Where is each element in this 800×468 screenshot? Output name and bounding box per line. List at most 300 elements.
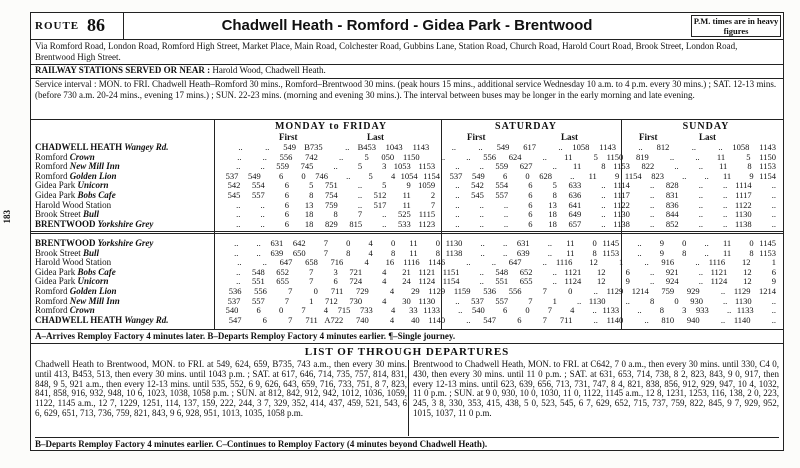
time-cell: 551 [495,276,509,287]
time-cell: 6 [256,305,261,316]
time-cell: 9 [625,276,630,287]
time-cell: 4 [368,238,373,248]
railway-stations [35,65,326,76]
time-cell: 1153 [759,161,776,172]
time-cell: 3 [682,305,687,316]
time-cell: 1121 [710,266,728,277]
time-cell: .. [480,238,485,248]
time-cell: 11 [588,170,597,181]
time-cell: 11 [716,151,726,162]
stop-row [35,316,169,326]
time-cell: 828 [665,180,679,191]
time-cell: 16 [385,257,395,268]
time-cell: 1117 [735,189,752,200]
time-cell: 7 [528,295,533,306]
time-cell: 6 [262,314,267,325]
time-cell: .. [480,247,485,258]
time-cell: 1138 [445,247,463,258]
time-cell: .. [718,142,723,152]
time-cell: 8 [333,209,338,220]
time-cell: .. [260,209,265,220]
time-cell: .. [576,295,582,306]
time-cell: 751 [324,180,338,191]
stop-name: Gidea Park [35,276,76,287]
time-cell: 1143 [759,142,776,152]
time-cell: 631 [270,238,284,248]
stop-name: Romford [35,151,68,162]
time-cell: 1123 [418,218,436,229]
time-cell: .. [771,180,776,191]
outbound-stops [35,143,169,229]
time-cell: 554 [495,180,509,191]
time-cell: .. [547,238,552,248]
time-cell: 652 [276,266,290,277]
stop-name: CHADWELL HEATH [35,142,123,152]
time-cell: .. [638,142,643,152]
time-cell: 1130 [418,295,436,306]
time-cell: 6 [528,180,533,191]
time-cell: 721 [349,266,363,277]
time-cell: .. [466,257,471,268]
time-cell: 4 [390,170,396,181]
time-cell: 3 [333,266,338,277]
stop-location: Yorkshire Grey [95,238,154,248]
stop-name: Gidea Park [35,180,76,191]
time-cell: .. [698,209,703,220]
time-cell: 1154 [442,276,460,287]
time-cell: 933 [696,305,709,316]
time-cell: 11 [564,151,573,162]
time-cell: .. [455,180,460,191]
time-cell: 540 [225,305,239,316]
time-cell: 649 [568,209,582,220]
time-cell: 647 [508,257,522,268]
time-cell: .. [503,209,509,220]
time-cell: 9 [659,247,664,258]
time-cell: 1150 [606,151,624,162]
stop-name: Romford [35,285,68,296]
time-cell: .. [704,238,709,248]
time-cell: 4 [382,276,387,287]
time-cell: 12 [597,276,606,287]
time-cell: 822 [641,161,655,172]
time-cell: 711 [305,314,318,325]
time-cell: 0 [278,305,284,316]
time-cell: 536 [228,285,242,296]
direction-divider-2 [31,233,783,234]
time-cell: 1138 [613,218,630,229]
time-cell: A722 [324,314,344,325]
time-cell: .. [357,189,363,200]
time-cell: 5 [357,161,363,172]
time-cell: 6 [502,170,508,181]
stop-location: Bull [80,209,100,220]
time-cell: 742 [305,151,318,162]
time-cell: 557 [495,189,509,200]
time-cell: 11 [409,238,418,248]
time-cell: 5 [364,151,369,162]
time-cell: .. [720,285,726,296]
time-cell: 11 [402,189,411,200]
time-cell: 549 [472,170,485,181]
stop-location: Bobs Cafe [75,189,116,200]
time-cell: .. [771,218,776,229]
time-cell: .. [237,257,242,268]
time-cell: 1150 [402,151,420,162]
time-cell: 8 [682,247,687,258]
time-cell: 8 [659,305,664,316]
time-cell: .. [682,170,687,181]
time-cell: 18 [548,218,557,229]
time-cell: 733 [360,305,373,316]
time-cell: 2 [430,189,436,200]
time-cell: .. [503,218,509,229]
time-cell: .. [238,142,243,152]
time-cell: 050 [381,151,395,162]
time-cell: .. [478,142,483,152]
time-cell: .. [723,218,728,229]
stop-name: BRENTWOOD [35,238,96,248]
time-cell: .. [479,209,484,220]
time-cell: .. [650,266,655,277]
time-cell: 4 [389,285,395,296]
time-cell: 0 [346,238,351,248]
time-cell: 30 [402,295,411,306]
time-cell: 9 [749,170,754,181]
time-cell: 8 [747,161,752,172]
time-cell: .. [650,189,655,200]
time-cell: 617 [523,142,536,152]
time-cell: .. [502,238,508,248]
time-cell: 639 [516,247,530,258]
time-cell: 8 [552,189,557,200]
time-cell: .. [256,238,261,248]
direction-divider [31,231,783,232]
time-cell: 711 [330,285,344,296]
time-cell: 852 [665,218,679,229]
time-cell: 0 [525,170,530,181]
time-cell: 11 [723,247,732,258]
time-cell: 624 [508,151,522,162]
time-cell: 8 [435,247,440,258]
time-cell: .. [552,161,557,172]
time-cell: 8 [592,247,597,258]
time-cell: 6 [284,209,290,220]
time-cell: 5 [382,180,387,191]
time-cell: .. [455,218,460,229]
time-cell: 12 [743,266,752,277]
time-cell: 5 [746,151,751,162]
time-cell: 1115 [418,209,436,220]
time-cell: 6 [278,170,284,181]
railway-places: Harold Wood, Chadwell Heath. [212,65,326,75]
through-inbound: Brentwood to Chadwell Heath, MON. to FRI. at C642, 7 0 a.m., then every 30 mins. until 330, C4 0, 430, then every 30 mins. until 11 0 p.m. ; SAT. at 631, 653, 714, 738, 8 2, 823, 843, 9 0, 917, then every 12-13 mins. until 623, 639, 656, 713, 731, 747, 8 4, 821, 838, 856, 912, 929, 947, 10 4, 1032, 11 0 p.m. ; SUN. at 9 0, 930, 10 0, 1030, 11 0, 1122, 1145 a.m., 12 8, 1231, 1253, 116, 138, 2 0, 223, 245, 3 8, 330, 353, 415, 438, 5 0, 523, 545, 6 7, 629, 652, 715, 737, 759, 822, 845, 9 7, 929, 952, 1015, 1037, 11 0 p.m. [413,359,779,418]
time-cell: 730 [349,295,363,306]
time-cell: 18 [548,209,557,220]
time-cell: 1130 [588,295,606,306]
time-cell: .. [698,199,703,210]
time-cell: .. [695,151,700,162]
time-cell: 0 [682,238,687,248]
time-cell: .. [542,257,547,268]
time-cell: .. [339,151,344,162]
time-cell: .. [542,151,547,162]
time-cell: .. [479,199,484,210]
time-cell: .. [625,295,630,306]
time-cell: 6 [502,305,508,316]
time-cell: .. [698,189,703,200]
time-cell: 7 [323,238,328,248]
time-cell: .. [698,180,703,191]
time-cell: 745 [300,161,314,172]
time-cell: 1133 [423,305,440,316]
time-cell: 642 [292,238,306,248]
time-cell: .. [771,189,776,200]
time-cell: 18 [304,209,314,220]
time-cell: 715 [337,305,351,316]
time-cell: 1143 [412,142,430,152]
time-cell: .. [601,218,606,229]
stop-location: New Mill Inn [67,295,120,306]
time-cell: .. [265,142,270,152]
time-cell: .. [262,151,267,162]
time-cell: 9 [659,238,664,248]
sat-first: First [467,132,486,142]
time-cell: 924 [665,276,679,287]
time-cell: 930 [690,295,703,306]
time-cell: 559 [495,161,509,172]
time-cell: 542 [227,180,241,191]
time-cell: 512 [373,189,387,200]
time-cell: 18 [304,218,314,229]
time-cell: 554 [251,180,265,191]
time-cell: 559 [276,161,290,172]
time-cell: 1133 [736,305,754,316]
time-cell: B453 [357,142,376,152]
time-cell: 9 [406,180,411,191]
time-cell: .. [451,142,456,152]
time-cell: .. [333,161,338,172]
time-cell: 1140 [428,314,446,325]
time-cell: 740 [355,314,369,325]
time-cell: 6 [771,266,776,277]
time-cell: .. [698,218,703,229]
service-interval: Service interval : MON. to FRI. Chadwell Heath–Romford 30 mins., Romford–Brentwood 30 mins. (peak hours 15 mins., additional service Wednesday 10 a.m. to 4 p.m. every 30 mins.) ; SAT. 12-13 mins. (before 730 a.m. 20-24 mins., evening 17 mins.) ; SUN. 22-23 mins. (morning and evening 30 mins.). The interval between buses may be longer in the early morning and late evening. [35,79,777,100]
time-cell: .. [346,170,351,181]
time-cell: .. [704,247,709,258]
time-cell: .. [695,257,700,268]
time-cell: 1130 [445,238,463,248]
time-cell: .. [260,199,265,210]
time-cell: 829 [324,218,338,229]
time-cell: .. [601,180,606,191]
time-cell: .. [558,142,563,152]
inbound-stops [35,239,169,325]
mf-first: First [279,132,298,142]
time-cell: .. [237,151,242,162]
time-cell: .. [723,189,728,200]
time-cell: 633 [568,180,582,191]
stop-name: Romford [35,305,68,316]
time-cell: 1043 [385,142,403,152]
time-cell: 0 [674,295,679,306]
time-cell: 819 [635,151,649,162]
time-cell: 1153 [418,161,436,172]
notes-rule [31,329,783,330]
time-cell: .. [637,238,642,248]
time-cell: 1129 [428,285,446,296]
stop-location: Golden Lion [67,285,117,296]
through-title: LIST OF THROUGH DEPARTURES [304,346,510,358]
grid-top-rule [31,119,783,120]
railway-label: RAILWAY STATIONS SERVED OR NEAR : [35,65,211,75]
time-cell: 1159 [453,285,471,296]
stop-location: Yorkshire Grey [95,218,154,229]
time-cell: .. [723,180,728,191]
time-cell: .. [650,218,655,229]
time-cell: 628 [539,170,552,181]
time-cell: 1214 [758,285,776,296]
time-cell: 556 [254,285,267,296]
time-cell: 536 [483,285,496,296]
time-cell: 11 [723,170,732,181]
time-cell: .. [547,247,552,258]
time-cell: 0 [390,238,396,248]
page-number: 183 [2,210,12,224]
time-cell: 1140 [733,314,751,325]
time-cell: 1 [771,257,776,268]
time-row [217,210,781,220]
time-cell: 3 [382,161,387,172]
time-cell: 5 [368,170,373,181]
stop-name: Brook Street [35,209,81,220]
sat-header: SATURDAY [495,121,557,132]
time-cell: .. [256,247,261,258]
time-cell: 1117 [613,189,630,200]
time-cell: 1 [552,295,557,306]
time-cell: 1153 [613,161,630,172]
time-cell: 1114 [613,180,630,191]
time-cell: .. [236,199,241,210]
time-cell: 11 [719,161,728,172]
time-cell: 6 [284,199,290,210]
time-cell: .. [236,276,241,287]
time-cell: 33 [409,305,418,316]
time-cell: 533 [398,218,411,229]
time-cell: 4 [390,305,396,316]
stop-name: CHADWELL HEATH [35,314,123,325]
time-cell: 0 [313,285,318,296]
time-cell: 631 [516,238,530,248]
time-cell: .. [698,266,703,277]
mf-header: MONDAY to FRIDAY [274,121,388,132]
time-cell: 759 [324,199,338,210]
time-cell: 815 [349,218,363,229]
time-cell: 1154 [759,170,776,181]
sat-last: Last [561,132,579,142]
time-cell: 641 [568,199,582,210]
sun-last: Last [699,132,717,142]
time-cell: 8 [601,161,606,172]
time-cell: 1133 [602,305,620,316]
time-cell: 549 [496,142,510,152]
through-footnote: B–Departs Remploy Factory 4 minutes earlier. C–Continues to Remploy Factory (4 minutes beyond Chadwell Heath). [35,437,779,449]
time-cell: 1054 [400,170,418,181]
time-cell: .. [771,314,776,325]
time-cell: 11 [566,238,575,248]
time-cell: 557 [251,295,265,306]
time-cell: .. [455,295,460,306]
time-cell: 716 [330,257,344,268]
time-cell: .. [704,170,709,181]
time-cell: 639 [270,247,284,258]
time-cell: 13 [548,199,557,210]
time-cell: .. [236,218,241,229]
time-cell: .. [503,199,509,210]
time-cell: 1 [619,257,624,268]
time-cell: 517 [373,199,387,210]
time-cell: 0 [435,238,440,248]
time-cell: 8 [346,247,351,258]
time-cell: 746 [315,170,328,181]
time-cell: 40 [411,314,420,325]
time-cell: 557 [251,189,265,200]
time-cell: .. [669,151,675,162]
stop-name: Romford [35,170,68,181]
time-cell: 8 [749,247,754,258]
header-divider [123,13,124,39]
time-cell: 12 [597,266,606,277]
time-cell: .. [455,209,460,220]
time-cell: 650 [292,247,306,258]
time-cell: 5 [309,180,314,191]
time-cell: 711 [559,314,573,325]
time-cell: 657 [568,218,582,229]
route-title: Chadwell Heath - Romford - Gidea Park - Brentwood [221,17,593,34]
time-cell: .. [650,209,655,220]
time-cell: 11 [409,247,418,258]
time-cell: 1154 [423,170,440,181]
stop-name: Brook Street [35,247,81,258]
time-cell: 540 [472,305,485,316]
time-cell: 754 [324,189,338,200]
time-cell: 1116 [403,257,420,268]
time-cell: 7 [542,314,547,325]
through-departures [30,344,784,451]
time-cell: 9 [614,170,620,181]
time-cell: 9 [771,276,776,287]
time-cell: 29 [411,285,420,296]
time-cell: 1124 [710,276,728,287]
stop-location: Bobs Cafe [75,266,116,277]
through-outbound: Chadwell Heath to Brentwood, MON. to FRI. at 549, 624, 659, B735, 743 a.m., then every 30 mins. until 413, B453, 513, then every 30 mins. until 1043 p.m. ; SAT. at 617, 646, 714, 735, 757, 814, 831, 848, 9 5, 921 a.m., then every 12-13 mins. until 535, 552, 6 9, 626, 643, 659, 716, 733, 751, 8 7, 823, 841, 858, 916, 932, 948, 10 6, 1023, 1038, 1058 p.m. ; SUN. at 812, 842, 912, 942, 1012, 1036, 1059, 1122, 1145 a.m., 12 7, 1229, 1251, 114, 137, 159, 222, 244, 3 7, 329, 352, 414, 437, 459, 521, 543, 6 6, 629, 651, 713, 736, 759, 821, 843, 9 6, 928, 951, 1013, 1035, 1058 p.m. [35,359,407,418]
time-cell: 1121 [564,266,582,277]
time-cell: 6 [528,218,533,229]
time-cell: .. [771,209,776,220]
time-cell: .. [479,266,484,277]
time-cell: 0 [301,170,306,181]
time-cell: 6 [284,180,290,191]
time-cell: .. [723,209,728,220]
time-cell: 0 [592,238,597,248]
time-cell: B735 [304,142,323,152]
time-row [217,316,781,326]
time-cell: 636 [568,189,582,200]
time-cell: 12 [743,276,752,287]
stop-location: Golden Lion [67,170,117,181]
time-cell: 7 [288,285,293,296]
stop-location: Unicorn [75,276,109,287]
